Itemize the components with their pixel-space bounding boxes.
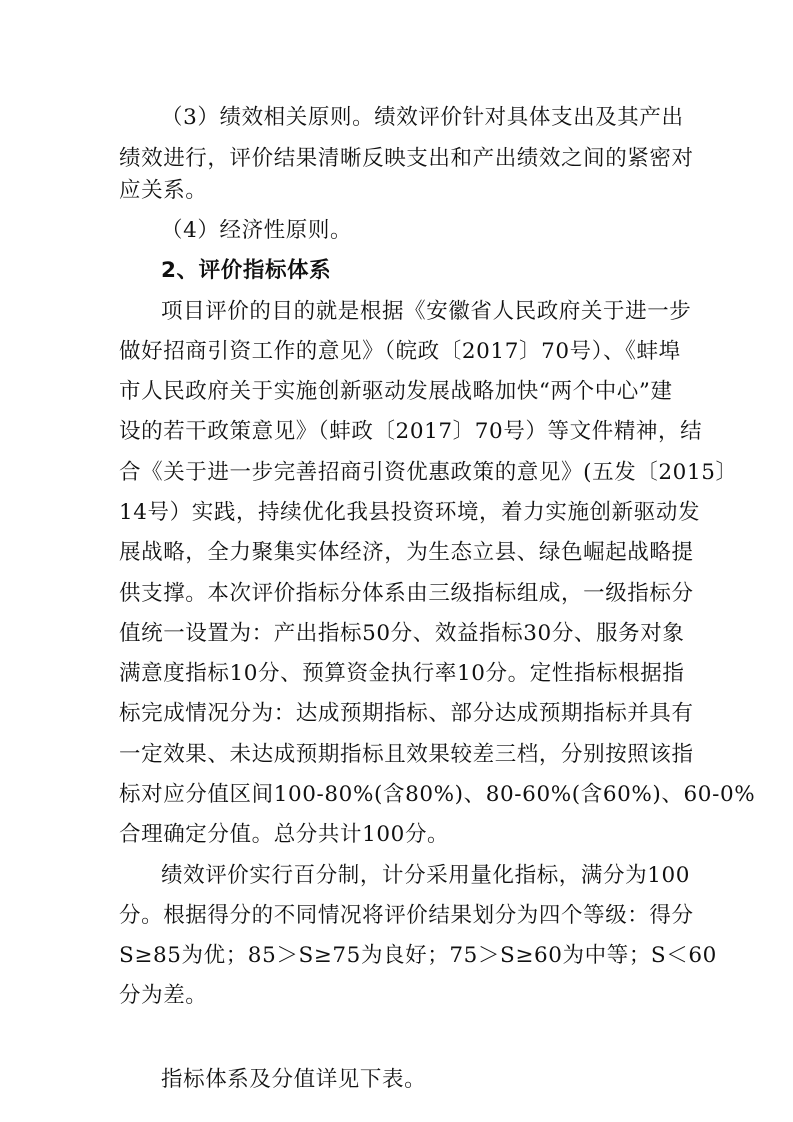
paragraph-line: 指标体系及分值详见下表。 [161, 1067, 427, 1092]
paragraph-line: 绩效评价实行百分制，计分采用量化指标，满分为100 [161, 863, 691, 888]
paragraph-line: 供支撑。本次评价指标分体系由三级指标组成，一级指标分 [119, 581, 694, 606]
paragraph-line: 合《关于进一步完善招商引资优惠政策的意见》(五发〔2015〕 [119, 460, 738, 485]
paragraph-line: 做好招商引资工作的意见》（皖政〔2017〕70号）、《蚌埠 [119, 339, 681, 364]
paragraph-line: 应关系。 [119, 178, 208, 203]
paragraph-line: 分为差。 [119, 983, 208, 1008]
paragraph-line: 展战略，全力聚集实体经济，为生态立县、绿色崛起战略提 [119, 540, 694, 565]
paragraph-line: 分。根据得分的不同情况将评价结果划分为四个等级：得分 [119, 903, 694, 928]
paragraph-line: 14号）实践，持续优化我县投资环境，着力实施创新驱动发 [119, 500, 701, 525]
paragraph-line: （3）绩效相关原则。绩效评价针对具体支出及其产出 [161, 105, 684, 130]
section-heading: 2、评价指标体系 [161, 258, 332, 283]
paragraph-line: 设的若干政策意见》（蚌政〔2017〕70号）等文件精神，结 [119, 419, 703, 444]
paragraph-line: 满意度指标10分、预算资金执行率10分。定性指标根据指 [119, 661, 685, 686]
paragraph-line: 项目评价的目的就是根据《安徽省人民政府关于进一步 [161, 299, 692, 324]
paragraph-line: 标对应分值区间100-80%(含80%)、80-60%(含60%)、60-0% [119, 782, 756, 807]
paragraph-line: 一定效果、未达成预期指标且效果较差三档，分别按照该指 [119, 742, 694, 767]
paragraph-line: 值统一设置为：产出指标50分、效益指标30分、服务对象 [119, 621, 685, 646]
paragraph-line: 标完成情况分为：达成预期指标、部分达成预期指标并具有 [119, 701, 694, 726]
paragraph-line: 市人民政府关于实施创新驱动发展战略加快“两个中心”建 [119, 379, 673, 404]
paragraph-line: 绩效进行，评价结果清晰反映支出和产出绩效之间的紧密对 [119, 146, 694, 171]
paragraph-line: 合理确定分值。总分共计100分。 [119, 822, 450, 847]
paragraph-line: （4）经济性原则。 [161, 218, 353, 243]
paragraph-line: S≥85为优；85＞S≥75为良好；75＞S≥60为中等；S＜60 [119, 943, 717, 968]
